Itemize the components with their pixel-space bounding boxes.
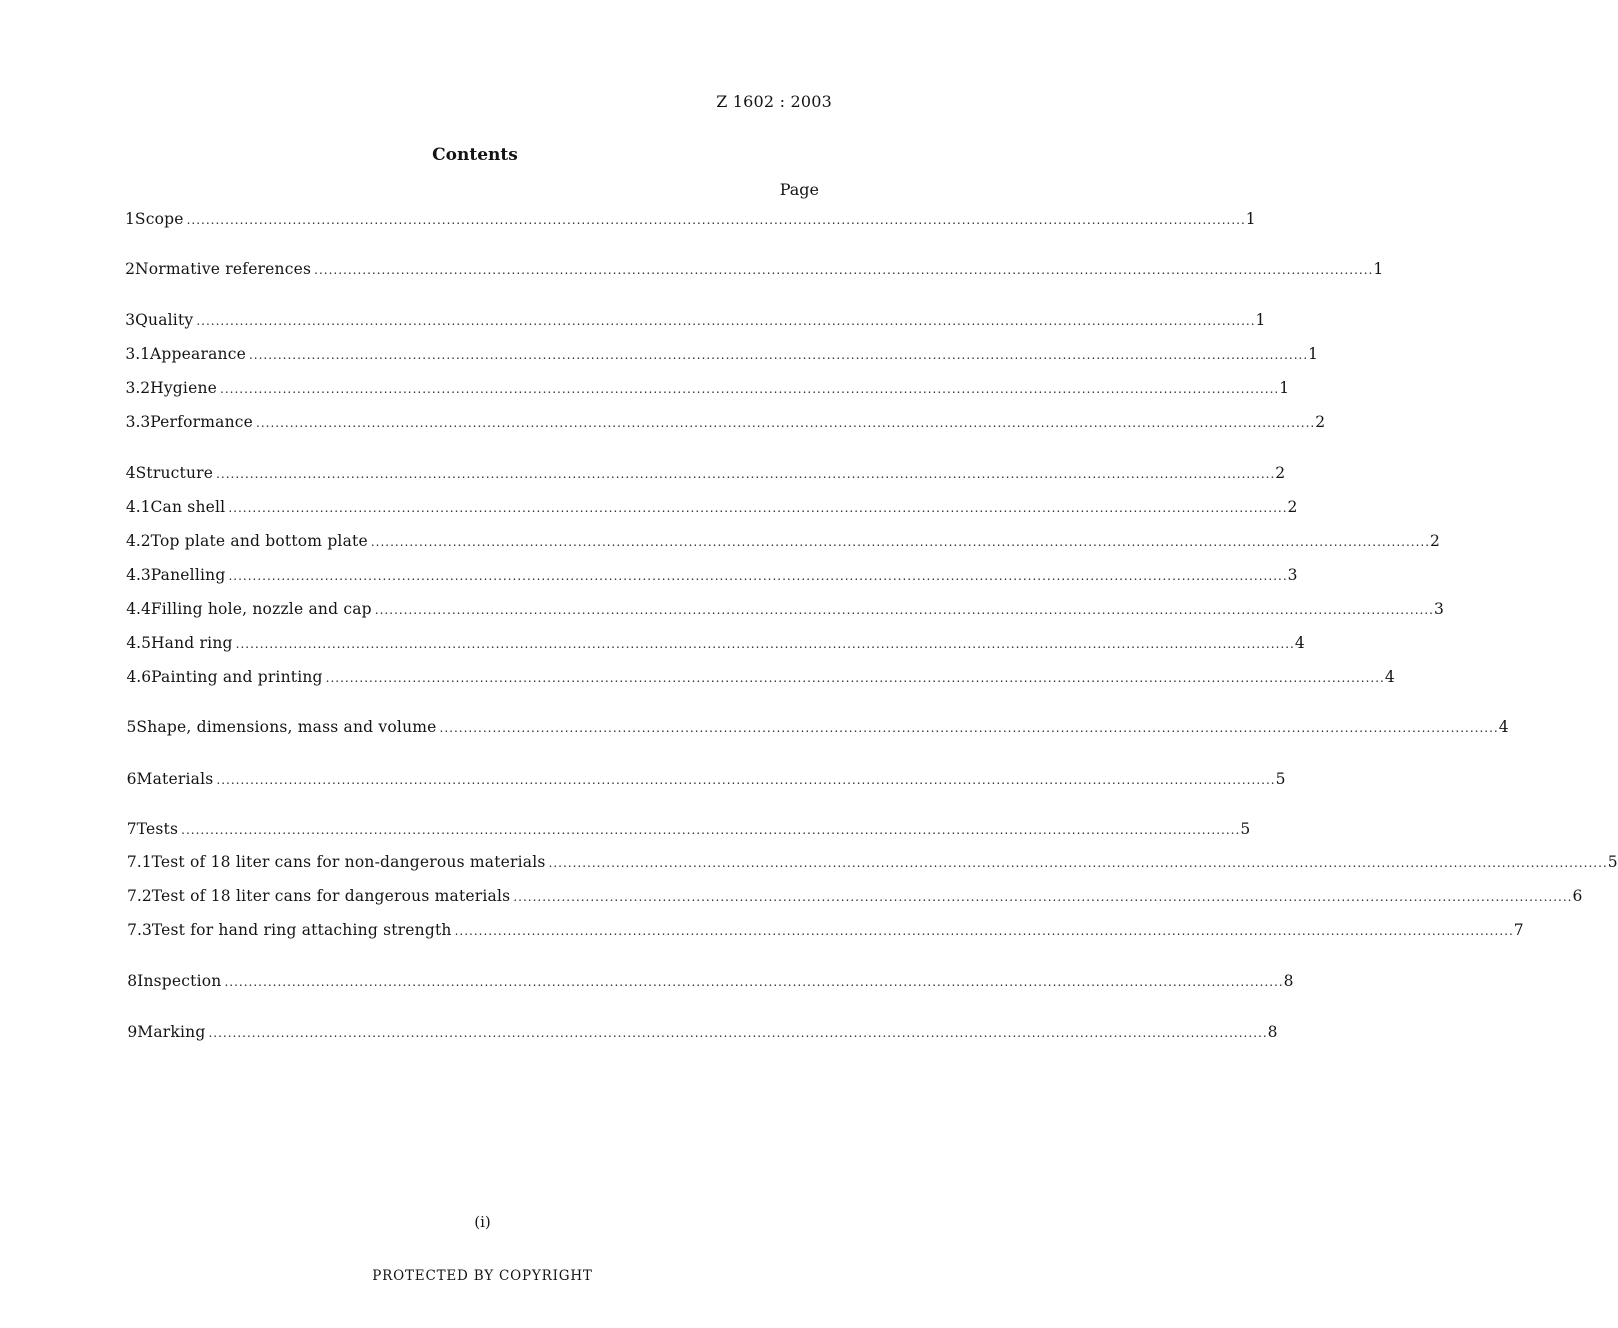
toc-entry-page: 5 — [1607, 853, 1618, 871]
toc-entry-number: 2 — [125, 260, 135, 278]
toc-entry-number: 4.4 — [126, 600, 151, 618]
toc-entry-label: Structure — [135, 464, 214, 482]
dot-leader: ............................................................................................................................................................................................................................ — [454, 924, 1514, 938]
toc-entry-label: Shape, dimensions, mass and volume — [136, 718, 437, 736]
toc-entry-page: 1 — [1279, 379, 1290, 397]
toc-entry-page: 1 — [1245, 210, 1256, 228]
toc-entry-label: Scope — [134, 210, 184, 228]
dot-leader: ............................................................................................................................................................................................................................ — [325, 671, 1385, 685]
toc-entry-page: 4 — [1498, 718, 1509, 736]
toc-entry-page: 5 — [1240, 820, 1251, 838]
toc-entry[interactable] — [125, 379, 1290, 401]
toc-entry-label: Normative references — [134, 260, 312, 278]
dot-leader: ............................................................................................................................................................................................................................ — [256, 416, 1316, 430]
toc-entry[interactable] — [127, 921, 1524, 943]
toc-entry-page: 2 — [1430, 532, 1440, 550]
dot-leader: ............................................................................................................................................................................................................................ — [186, 213, 1246, 227]
dot-leader: ............................................................................................................................................................................................................................ — [235, 637, 1295, 651]
toc-entry-number: 7.1 — [126, 853, 152, 871]
toc-entry-number: 5 — [126, 718, 137, 736]
toc-entry-page: 2 — [1287, 498, 1298, 516]
toc-entry-page: 8 — [1267, 1023, 1278, 1041]
toc-entry[interactable] — [127, 972, 1294, 994]
dot-leader: ............................................................................................................................................................................................................................ — [224, 975, 1284, 989]
toc-entry-number: 6 — [126, 770, 137, 788]
dot-leader: ............................................................................................................................................................................................................................ — [439, 721, 1499, 735]
dot-leader: ............................................................................................................................................................................................................................ — [216, 773, 1276, 787]
toc-entry-page: 1 — [1373, 260, 1384, 278]
toc-entry-label: Painting and printing — [151, 668, 323, 686]
dot-leader: ............................................................................................................................................................................................................................ — [513, 890, 1573, 904]
toc-entry-page: 4 — [1384, 668, 1395, 686]
toc-entry-label: Materials — [136, 770, 214, 788]
dot-leader: ............................................................................................................................................................................................................................ — [216, 467, 1276, 481]
toc-entry-number: 1 — [125, 210, 135, 228]
toc-entry[interactable] — [126, 634, 1305, 656]
toc-entry[interactable] — [127, 1023, 1278, 1045]
toc-entry-number: 7 — [126, 820, 137, 838]
toc-entry[interactable] — [126, 853, 1618, 875]
toc-entry-label: Tests — [136, 820, 179, 838]
toc-entry[interactable] — [125, 498, 1298, 520]
toc-entry-number: 7.3 — [127, 921, 152, 939]
dot-leader: ............................................................................................................................................................................................................................ — [181, 823, 1241, 837]
toc-entry[interactable] — [126, 718, 1509, 740]
toc-entry-number: 4.2 — [125, 532, 151, 550]
toc-entry-page: 1 — [1255, 311, 1266, 329]
dot-leader: ............................................................................................................................................................................................................................ — [374, 603, 1434, 617]
dot-leader: ............................................................................................................................................................................................................................ — [248, 348, 1309, 362]
toc-entry-number: 3.1 — [125, 345, 151, 363]
dot-leader: ............................................................................................................................................................................................................................ — [548, 856, 1608, 870]
dot-leader: ............................................................................................................................................................................................................................ — [220, 382, 1280, 396]
toc-entry[interactable] — [125, 532, 1440, 554]
toc-entry-label: Marking — [137, 1023, 206, 1041]
toc-entry-label: Filling hole, nozzle and cap — [150, 600, 372, 618]
toc-entry-page: 6 — [1572, 887, 1583, 905]
toc-entry-number: 4.6 — [126, 668, 152, 686]
toc-entry-label: Quality — [135, 311, 194, 329]
toc-entry-label: Test for hand ring attaching strength — [151, 921, 452, 939]
toc-entry[interactable] — [125, 413, 1326, 435]
toc-entry-page: 2 — [1315, 413, 1326, 431]
footer-page-number: (i) — [474, 1213, 491, 1231]
toc-entry-page: 4 — [1294, 634, 1305, 652]
toc-entry-number: 7.2 — [127, 887, 152, 905]
toc-entry-label: Can shell — [150, 498, 226, 516]
toc-entry-label: Hygiene — [150, 379, 218, 397]
copyright-notice: PROTECTED BY COPYRIGHT — [372, 1268, 593, 1284]
toc-entry-page: 8 — [1283, 972, 1294, 990]
toc-entry-label: Test of 18 liter cans for non-dangerous materials — [151, 853, 546, 871]
toc-entry-page: 7 — [1513, 921, 1524, 939]
toc-entry[interactable] — [126, 770, 1286, 792]
toc-entry[interactable] — [125, 260, 1384, 282]
page-column-label: Page — [779, 180, 819, 199]
toc-entry[interactable] — [125, 345, 1319, 367]
toc-entry[interactable] — [125, 311, 1266, 333]
dot-leader: ............................................................................................................................................................................................................................ — [228, 569, 1288, 583]
toc-entry[interactable] — [125, 210, 1256, 232]
toc-entry-label: Panelling — [150, 566, 226, 584]
toc-entry-number: 9 — [127, 1023, 138, 1041]
toc-entry[interactable] — [127, 887, 1583, 909]
toc-entry-label: Hand ring — [150, 634, 233, 652]
toc-entry-number: 4.3 — [126, 566, 151, 584]
toc-entry[interactable] — [125, 464, 1286, 486]
toc-entry-page: 2 — [1275, 464, 1286, 482]
standard-number: Z 1602 : 2003 — [716, 92, 832, 111]
dot-leader: ............................................................................................................................................................................................................................ — [228, 501, 1288, 515]
dot-leader: ............................................................................................................................................................................................................................ — [370, 535, 1431, 549]
toc-entry-number: 3.2 — [125, 379, 151, 397]
page-title: Contents — [432, 145, 518, 165]
toc-entry-number: 4.5 — [126, 634, 151, 652]
toc-entry-page: 3 — [1433, 600, 1444, 618]
toc-entry[interactable] — [126, 820, 1251, 842]
toc-entry-number: 3.3 — [125, 413, 151, 431]
dot-leader: ............................................................................................................................................................................................................................ — [196, 314, 1256, 328]
dot-leader: ............................................................................................................................................................................................................................ — [208, 1026, 1268, 1040]
toc-entry-number: 4 — [125, 464, 136, 482]
toc-entry-label: Inspection — [137, 972, 222, 990]
toc-entry-number: 3 — [125, 311, 136, 329]
toc-entry-number: 4.1 — [125, 498, 151, 516]
toc-entry[interactable] — [126, 668, 1395, 690]
dot-leader: ............................................................................................................................................................................................................................ — [314, 263, 1374, 277]
toc-entry-number: 8 — [127, 972, 138, 990]
toc-entry[interactable] — [126, 566, 1298, 588]
toc-entry-label: Performance — [150, 413, 254, 431]
toc-entry-label: Top plate and bottom plate — [150, 532, 368, 550]
toc-entry-label: Appearance — [150, 345, 246, 363]
toc-entry-page: 5 — [1275, 770, 1286, 788]
toc-entry[interactable] — [126, 600, 1444, 622]
toc-entry-page: 1 — [1308, 345, 1319, 363]
toc-entry-label: Test of 18 liter cans for dangerous materials — [151, 887, 511, 905]
toc-entry-page: 3 — [1287, 566, 1298, 584]
